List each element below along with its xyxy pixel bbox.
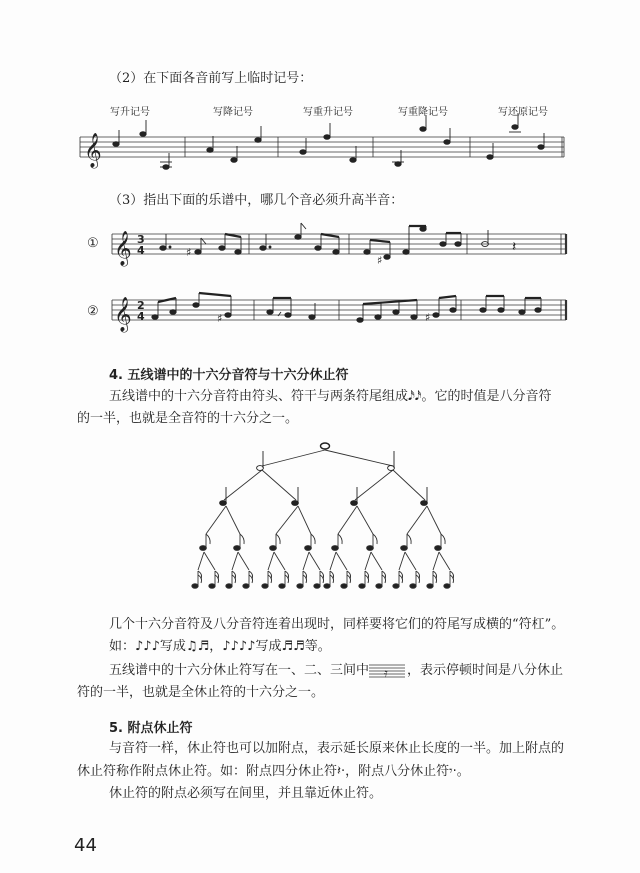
section-4-para-1: 五线谱中的十六分音符由符头、符干与两条符尾组成𝅘𝅥𝅯𝅘𝅥𝅯。它的时值是八分音符 xyxy=(109,389,552,404)
section-5-heading: 5. 附点休止符 xyxy=(109,721,193,736)
time-signature-top: 2 xyxy=(137,299,145,312)
treble-clef-icon: 𝄞 xyxy=(84,133,102,168)
time-signature-bottom: 4 xyxy=(137,244,145,257)
sixteenth-note xyxy=(297,584,303,589)
sixteenth-note xyxy=(427,584,433,589)
sixteenth-note xyxy=(444,584,450,589)
svg-text:♯: ♯ xyxy=(217,312,223,325)
page-number: 44 xyxy=(74,835,97,856)
section-4-para-3-cont: 符的一半，也就是全休止符的十六分之一。 xyxy=(77,685,325,700)
label-double-sharp: 写重升记号 xyxy=(303,107,353,118)
eighth-note xyxy=(305,546,312,551)
section-4-para-3: 五线谱中的十六分休止符写在一、二、三间中 𝄿 ，表示停顿时间是八分休止 xyxy=(109,663,564,680)
label-sharp: 写升记号 xyxy=(110,107,150,118)
sixteenth-note xyxy=(262,584,268,589)
sixteenth-note-icon: 𝅘𝅥𝅯𝅘𝅥𝅯 xyxy=(408,389,422,404)
sixteenth-note xyxy=(209,584,215,589)
time-signature-top: 3 xyxy=(137,233,145,246)
eighth-note xyxy=(401,546,408,551)
sixteenth-note xyxy=(341,584,347,589)
section-5-para-1: 与音符一样，休止符也可以加附点，表示延长原来休止长度的一半。加上附点的 xyxy=(109,741,565,756)
sixteenth-note xyxy=(314,584,320,589)
dotted-quarter-rest-icon: 𝄽· xyxy=(337,764,346,779)
beamed-sixteenth-notes-icon: ♬♬ xyxy=(281,639,305,654)
beamed-notes-icon: ♫♬ xyxy=(185,639,210,654)
sixteenth-rest-icon xyxy=(369,662,407,680)
svg-text:♯: ♯ xyxy=(425,311,431,324)
section-4-heading: 4. 五线谱中的十六分音符与十六分休止符 xyxy=(109,368,349,383)
sixteenth-note xyxy=(243,584,249,589)
eighth-note xyxy=(270,546,277,551)
separate-eighth-notes-icon: ♪♪♪ xyxy=(135,639,160,654)
staff-2-number: ② xyxy=(87,304,99,319)
sixteenth-note xyxy=(226,584,232,589)
sixteenth-note xyxy=(279,584,285,589)
sixteenth-note xyxy=(376,584,382,589)
section-5-para-2: 休止符的附点必须写在间里，并且靠近休止符。 xyxy=(109,786,383,801)
sixteenth-note xyxy=(192,584,198,589)
eighth-note xyxy=(435,546,442,551)
separate-sixteenth-notes-icon: ♪♪♪♪ xyxy=(222,639,256,654)
sixteenth-note xyxy=(393,584,399,589)
time-signature-bottom: 4 xyxy=(137,310,145,323)
sixteenth-note xyxy=(410,584,416,589)
exercise-3-title: （3）指出下面的乐谱中，哪几个音必须升高半音： xyxy=(109,193,404,208)
svg-text:♯: ♯ xyxy=(377,254,383,267)
label-double-flat: 写重降记号 xyxy=(398,107,448,118)
label-natural: 写还原记号 xyxy=(498,107,548,118)
eighth-note xyxy=(367,546,374,551)
svg-text:♯: ♯ xyxy=(186,246,192,259)
eighth-note xyxy=(234,546,241,551)
treble-clef-icon: 𝄞 xyxy=(114,231,132,266)
eighth-note xyxy=(332,546,339,551)
svg-text:𝄿: 𝄿 xyxy=(384,665,388,680)
label-flat: 写降记号 xyxy=(213,107,253,118)
eighth-note xyxy=(200,546,207,551)
dotted-eighth-rest-icon: 𝄾· xyxy=(449,764,457,779)
sixteenth-note xyxy=(324,584,330,589)
section-4-para-1-cont: 的一半，也就是全音符的十六分之一。 xyxy=(77,411,299,426)
staff-1-number: ① xyxy=(87,236,99,251)
section-4-para-2-cont: 如：♪♪♪写成♫♬，♪♪♪♪写成♬♬等。 xyxy=(109,639,331,654)
exercise-2-title: （2）在下面各音前写上临时记号： xyxy=(109,71,313,86)
sixteenth-note xyxy=(359,584,365,589)
treble-clef-icon: 𝄞 xyxy=(114,297,132,332)
section-5-para-1-cont: 休止符称作附点休止符。如：附点四分休止符𝄽·，附点八分休止符𝄾·。 xyxy=(77,764,470,779)
svg-text:𝄽: 𝄽 xyxy=(512,239,517,255)
section-4-para-2: 几个十六分音符及八分音符连着出现时，同样要将它们的符尾写成横的“符杠”。 xyxy=(109,617,565,632)
